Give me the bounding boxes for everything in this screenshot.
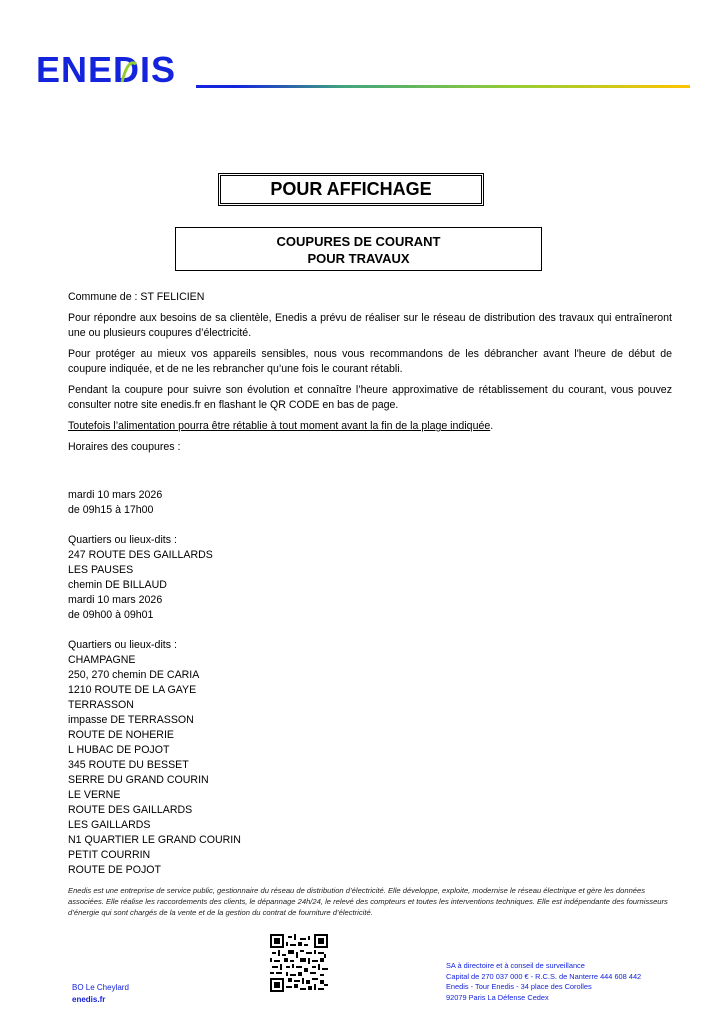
place-item: 1210 ROUTE DE LA GAYE xyxy=(68,684,197,696)
company-description: Enedis est une entreprise de service public, gestionnaire du réseau de distribution d’électricité. Elle développe, exploite, modernise le réseau électrique et gère les données associées. Elle réalise les raccordements des clients, le dépannage 24h/24, le relevé des compteurs et toutes les interventions techniques. Elle est indépendante des fournisseurs d’énergie qui sont chargés de la vente et de la gestion du contrat de fourniture d’électricité. xyxy=(68,886,668,917)
schedule-date: mardi 10 mars 2026 xyxy=(68,489,163,501)
pour-affichage-title: POUR AFFICHAGE xyxy=(218,173,484,206)
svg-text:ENEDIS: ENEDIS xyxy=(36,52,177,88)
quartiers-label: Quartiers ou lieux-dits : xyxy=(68,639,177,651)
place-item: LES PAUSES xyxy=(68,564,134,576)
place-item: CHAMPAGNE xyxy=(68,654,136,666)
legal-line: Enedis - Tour Enedis - 34 place des Corolles xyxy=(446,982,592,991)
quartiers-label: Quartiers ou lieux-dits : xyxy=(68,534,177,546)
place-item: 250, 270 chemin DE CARIA xyxy=(68,669,200,681)
legal-line: SA à directoire et à conseil de surveillance xyxy=(446,961,585,970)
schedule-date: mardi 10 mars 2026 xyxy=(68,594,163,606)
place-item: PETIT COURRIN xyxy=(68,849,151,861)
commune: Commune de : ST FELICIEN xyxy=(68,291,205,303)
notice-body xyxy=(68,290,672,461)
qr-code-icon[interactable] xyxy=(270,934,328,992)
place-item: LES GAILLARDS xyxy=(68,819,151,831)
place-item: 345 ROUTE DU BESSET xyxy=(68,759,189,771)
legal-info xyxy=(446,961,641,1003)
warning-end: . xyxy=(490,420,494,432)
place-item: N1 QUARTIER LE GRAND COURIN xyxy=(68,834,241,846)
site-link[interactable]: enedis.fr xyxy=(72,995,106,1004)
place-item: ROUTE DE NOHERIE xyxy=(68,729,174,741)
paragraph-1: Pour répondre aux besoins de sa clientèle, Enedis a prévu de réaliser sur le réseau de distribution des travaux qui entraîneront une ou plusieurs coupures d’électricité. xyxy=(68,312,672,339)
place-item: TERRASSON xyxy=(68,699,134,711)
place-item: chemin DE BILLAUD xyxy=(68,579,167,591)
schedule-hours: de 09h15 à 17h00 xyxy=(68,504,154,516)
place-item: SERRE DU GRAND COURIN xyxy=(68,774,209,786)
paragraph-2: Pour protéger au mieux vos appareils sensibles, nous vous recommandons de les débrancher avant l'heure de début de coupure indiquée, et de ne les rebrancher qu’une fois le courant rétabli. xyxy=(68,348,672,375)
paragraph-3: Pendant la coupure pour suivre son évolution et connaître l’heure approximative de rétablissement du courant, vous pouvez consulter notre site enedis.fr en flashant le QR CODE en bas de page. xyxy=(68,384,672,411)
horaires-label: Horaires des coupures : xyxy=(68,441,181,453)
warning-line xyxy=(68,419,672,434)
place-item: 247 ROUTE DES GAILLARDS xyxy=(68,549,213,561)
schedule-hours: de 09h00 à 09h01 xyxy=(68,609,154,621)
warning-text: Toutefois l’alimentation pourra être rétablie à tout moment avant la fin de la plage indiquée xyxy=(68,420,491,432)
brand-gradient-line xyxy=(196,85,690,88)
coupures-title-line1: COUPURES DE COURANT xyxy=(276,234,441,249)
enedis-logo xyxy=(36,52,196,88)
coupures-title-box xyxy=(175,227,542,271)
place-item: L HUBAC DE POJOT xyxy=(68,744,170,756)
place-item: LE VERNE xyxy=(68,789,121,801)
bo-name: BO Le Cheylard xyxy=(72,983,129,992)
schedule-block-1 xyxy=(68,488,213,623)
legal-line: Capital de 270 037 000 € - R.C.S. de Nanterre 444 608 442 xyxy=(446,971,642,981)
place-item: ROUTE DE POJOT xyxy=(68,864,161,876)
bo-info xyxy=(72,982,129,1006)
schedule-block-2 xyxy=(68,638,241,878)
place-item: impasse DE TERRASSON xyxy=(68,714,194,726)
place-item: ROUTE DES GAILLARDS xyxy=(68,804,193,816)
legal-line: 92079 Paris La Défense Cedex xyxy=(446,992,549,1002)
coupures-title-line2: POUR TRAVAUX xyxy=(307,251,410,266)
